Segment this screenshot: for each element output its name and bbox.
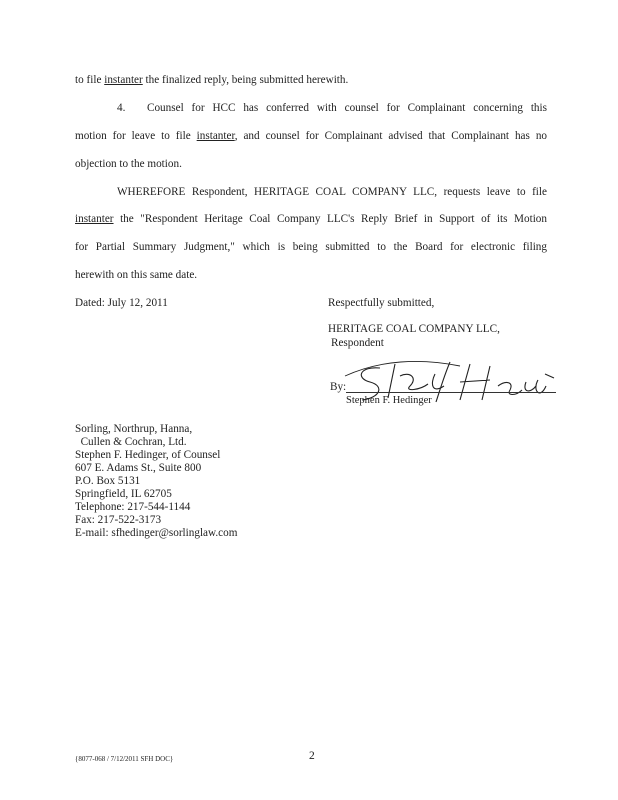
signature-underline <box>346 392 556 393</box>
counsel-line: Fax: 217-522-3173 <box>75 514 162 526</box>
counsel-line: Springfield, IL 62705 <box>75 488 172 500</box>
footer-doc-id: {8077-068 / 7/12/2011 SFH DOC} <box>75 755 174 763</box>
instanter-term: instanter <box>75 213 114 225</box>
counsel-line: Cullen & Cochran, Ltd. <box>75 436 187 448</box>
wherefore-line-3: for Partial Summary Judgment," which is being submitted to the Board for electronic filing <box>75 241 547 253</box>
page-number: 2 <box>309 750 315 762</box>
paragraph-4-line-2 <box>75 130 547 143</box>
paragraph-4-line-1 <box>117 102 547 115</box>
signer-name: Stephen F. Hedinger <box>346 395 432 406</box>
wherefore-line-4: herewith on this same date. <box>75 269 198 281</box>
counsel-line: E-mail: sfhedinger@sorlinglaw.com <box>75 527 238 539</box>
date-line: Dated: July 12, 2011 <box>75 297 168 309</box>
respondent-label: Respondent <box>331 337 384 349</box>
body-line-1 <box>75 74 348 87</box>
wherefore-line-1: WHEREFORE Respondent, HERITAGE COAL COMPANY LLC, requests leave to file <box>117 186 547 198</box>
body-text: to file <box>75 74 105 86</box>
wherefore-line-2 <box>75 213 547 226</box>
instanter-term: instanter <box>196 130 235 142</box>
body-text: motion for leave to file <box>75 130 197 142</box>
company-name: HERITAGE COAL COMPANY LLC, <box>328 323 500 335</box>
counsel-line: P.O. Box 5131 <box>75 475 141 487</box>
body-text: , and counsel for Complainant advised that Complainant has no <box>234 130 548 142</box>
instanter-term: instanter <box>104 74 143 86</box>
paragraph-4-line-3: objection to the motion. <box>75 158 182 170</box>
paragraph-number: 4. <box>117 102 126 114</box>
counsel-line: 607 E. Adams St., Suite 800 <box>75 462 202 474</box>
counsel-line: Sorling, Northrup, Hanna, <box>75 423 193 435</box>
body-text: the finalized reply, being submitted herewith. <box>142 74 349 86</box>
counsel-line: Telephone: 217-544-1144 <box>75 501 191 513</box>
body-text: Counsel for HCC has conferred with counsel for Complainant concerning this <box>147 102 547 114</box>
respectfully-submitted: Respectfully submitted, <box>328 297 435 309</box>
body-text: the "Respondent Heritage Coal Company LLC's Reply Brief in Support of its Motion <box>113 213 547 225</box>
by-label: By: <box>330 381 347 393</box>
counsel-line: Stephen F. Hedinger, of Counsel <box>75 449 221 461</box>
